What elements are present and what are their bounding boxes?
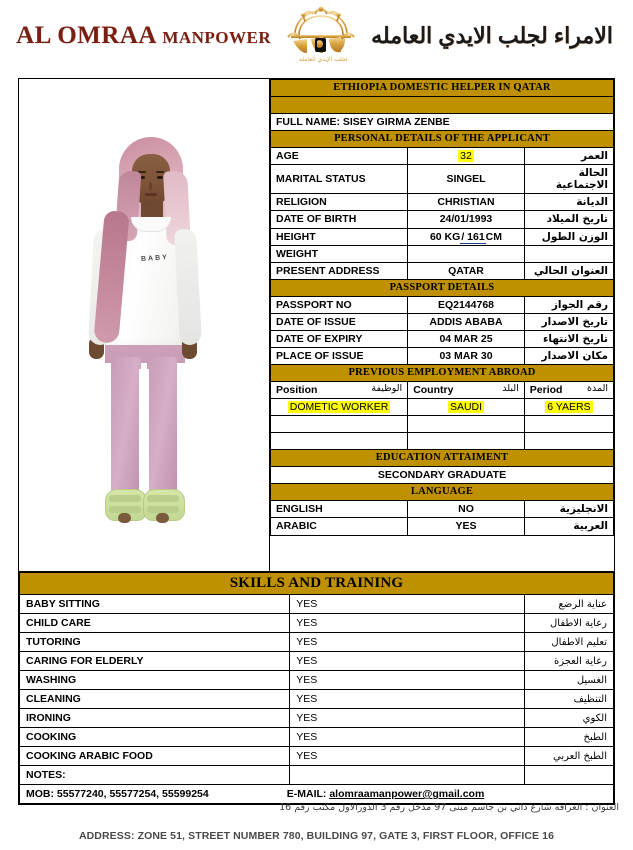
skill-arabic: عناية الرضع [524, 595, 613, 614]
language-heading-row [271, 484, 614, 501]
personal-details-heading: PERSONAL DETAILS OF THE APPLICANT [271, 131, 614, 148]
row-value [408, 228, 525, 245]
employment-position-highlight: DOMETIC WORKER [289, 401, 389, 414]
leg-right [147, 357, 177, 497]
eyebrow-right [156, 171, 164, 173]
nose-shape [149, 182, 152, 190]
employment-country-highlight: SAUDI [449, 401, 483, 414]
employment-period [524, 399, 613, 416]
row-value: 04 MAR 25 [408, 330, 525, 347]
row-arabic: الوزن الطول [524, 228, 613, 245]
skill-arabic: الطبخ [524, 728, 613, 747]
table-row [20, 747, 614, 766]
skill-value: YES [290, 652, 525, 671]
table-row [20, 652, 614, 671]
band-spacer [271, 97, 614, 114]
employment-country [408, 416, 525, 433]
table-row-height [271, 228, 614, 245]
contact-cell [20, 785, 614, 804]
employment-columns-row [271, 382, 614, 399]
employment-period-highlight: 6 YAERS [547, 401, 591, 414]
email-block [287, 788, 485, 800]
skill-label: COOKING ARABIC FOOD [20, 747, 290, 766]
sandal-strap-left-upper [109, 495, 141, 502]
svg-text:لجلب الإيدي العامله: لجلب الإيدي العامله [299, 56, 348, 63]
footer [0, 802, 633, 842]
table-row-present-address [271, 262, 614, 279]
notes-value [290, 766, 525, 785]
row-label: PASSPORT NO [271, 296, 408, 313]
employment-country [408, 433, 525, 450]
sandal-strap-right-upper [147, 495, 179, 502]
table-row [20, 728, 614, 747]
height-value-underlined: / 161 [461, 230, 485, 243]
table-row-passport-no [271, 296, 614, 313]
footer-address-arabic: العنوان : الغرافه شارع ذاني بن جاسم مبنى 97 مدخل رقم 3 الدورالاول مكتب رقم 16 [279, 802, 619, 813]
notes-label: NOTES: [20, 766, 290, 785]
skill-label: CHILD CARE [20, 614, 290, 633]
table-row-date-issue [271, 313, 614, 330]
row-label: DATE OF ISSUE [271, 313, 408, 330]
footer-address-english: ADDRESS: ZONE 51, STREET NUMBER 780, BUILDING 97, GATE 3, FIRST FLOOR, OFFICE 16 [78, 830, 555, 842]
education-heading-row [271, 450, 614, 467]
education-value-row [271, 467, 614, 484]
skill-value: YES [290, 633, 525, 652]
table-row-place-issue [271, 347, 614, 364]
skill-arabic: رعاية الاطفال [524, 614, 613, 633]
mobile-numbers: MOB: 55577240, 55577254, 55599254 [26, 788, 209, 800]
table-row-employment-2 [271, 416, 614, 433]
employment-position [271, 416, 408, 433]
row-label: MARITAL STATUS [271, 165, 408, 194]
row-label: PRESENT ADDRESS [271, 262, 408, 279]
table-row-english [271, 501, 614, 518]
table-row-notes [20, 766, 614, 785]
company-name-arabic: الامراء لجلب الايدي العامله [371, 23, 613, 48]
row-arabic: الحالة الاجتماعية [524, 165, 613, 194]
table-row-marital [271, 165, 614, 194]
employment-position [271, 433, 408, 450]
row-arabic [524, 245, 613, 262]
full-name-row [271, 114, 614, 131]
table-row-employment-3 [271, 433, 614, 450]
title-band-row [271, 80, 614, 97]
employment-position [271, 399, 408, 416]
row-label: WEIGHT [271, 245, 408, 262]
skills-section [19, 571, 614, 804]
skill-arabic: تعليم الاطفال [524, 633, 613, 652]
col-label-en: Period [529, 384, 563, 397]
passport-details-heading: PASSPORT DETAILS [271, 279, 614, 296]
row-value [408, 245, 525, 262]
employment-col-period [524, 382, 613, 399]
notes-arabic [524, 766, 613, 785]
sandal-strap-left-lower [109, 506, 141, 513]
company-name-sub: MANPOWER [162, 28, 272, 47]
full-name: FULL NAME: SISEY GIRMA ZENBE [271, 114, 614, 131]
table-row-dob [271, 211, 614, 228]
row-value: SINGEL [408, 165, 525, 194]
company-name-english [16, 22, 271, 50]
row-arabic: الديانة [524, 194, 613, 211]
employment-period [524, 416, 613, 433]
table-row-employment-1 [271, 399, 614, 416]
toes-left [118, 513, 131, 523]
applicant-photo [19, 79, 269, 571]
crown-calligraphy-logo-icon [275, 5, 367, 67]
skill-label: CARING FOR ELDERLY [20, 652, 290, 671]
email-address[interactable]: alomraamanpower@gmail.com [329, 788, 485, 800]
skills-table [19, 572, 614, 804]
skill-label: IRONING [20, 709, 290, 728]
col-label-ar: البلد [502, 383, 519, 395]
row-value [408, 148, 525, 165]
employment-col-country [408, 382, 525, 399]
details-table [270, 79, 614, 536]
table-row-age [271, 148, 614, 165]
row-value: NO [408, 501, 525, 518]
col-label-ar: المدة [587, 383, 608, 395]
skill-value: YES [290, 671, 525, 690]
table-row-date-expiry [271, 330, 614, 347]
skill-value: YES [290, 614, 525, 633]
band-spacer-row [271, 97, 614, 114]
table-row [20, 595, 614, 614]
skill-arabic: الكوي [524, 709, 613, 728]
skill-arabic: رعاية العجزة [524, 652, 613, 671]
row-label: ENGLISH [271, 501, 408, 518]
info-column [270, 79, 614, 571]
skill-arabic: الغسيل [524, 671, 613, 690]
leg-left [111, 357, 141, 497]
employment-country [408, 399, 525, 416]
row-value: EQ2144768 [408, 296, 525, 313]
skill-label: TUTORING [20, 633, 290, 652]
photo-column [19, 79, 270, 571]
row-value: QATAR [408, 262, 525, 279]
eye-right [157, 176, 163, 179]
row-label: DATE OF EXPIRY [271, 330, 408, 347]
table-row [20, 633, 614, 652]
row-value: YES [408, 518, 525, 535]
row-arabic: تاريخ الاصدار [524, 313, 613, 330]
table-row [20, 690, 614, 709]
company-name-main: AL OMRAA [16, 22, 156, 49]
row-value: CHRISTIAN [408, 194, 525, 211]
row-label: DATE OF BIRTH [271, 211, 408, 228]
skill-label: CLEANING [20, 690, 290, 709]
sandal-strap-right-lower [147, 506, 179, 513]
row-label: RELIGION [271, 194, 408, 211]
table-row [20, 614, 614, 633]
contact-row [20, 785, 614, 804]
table-row [20, 671, 614, 690]
row-arabic: رقم الجواز [524, 296, 613, 313]
row-label: PLACE OF ISSUE [271, 347, 408, 364]
col-label-en: Country [413, 384, 454, 397]
arm-right [174, 229, 202, 346]
row-value: 24/01/1993 [408, 211, 525, 228]
row-arabic: مكان الاصدار [524, 347, 613, 364]
table-row-arabic [271, 518, 614, 535]
age-highlight: 32 [460, 150, 472, 163]
skill-value: YES [290, 728, 525, 747]
table-row-religion [271, 194, 614, 211]
col-label-ar: الوظيفة [371, 383, 403, 395]
table-row-weight [271, 245, 614, 262]
skill-value: YES [290, 595, 525, 614]
row-value: 03 MAR 30 [408, 347, 525, 364]
employment-col-position [271, 382, 408, 399]
leg-gap [139, 369, 149, 495]
shirt-text: BABY [140, 254, 170, 263]
skill-label: COOKING [20, 728, 290, 747]
row-arabic: العنوان الحالي [524, 262, 613, 279]
title-band: ETHIOPIA DOMESTIC HELPER IN QATAR [271, 80, 614, 97]
row-arabic: الانجليزية [524, 501, 613, 518]
passport-heading-row [271, 279, 614, 296]
toes-right [156, 513, 169, 523]
cv-frame [18, 78, 615, 805]
letterhead [0, 0, 633, 72]
employment-period [524, 433, 613, 450]
row-value: ADDIS ABABA [408, 313, 525, 330]
skill-value: YES [290, 709, 525, 728]
skills-heading-row [20, 573, 614, 595]
row-label: HEIGHT [271, 228, 408, 245]
row-arabic: تاريخ الانتهاء [524, 330, 613, 347]
row-label: AGE [271, 148, 408, 165]
height-weight-part: 60 KG [429, 230, 461, 243]
row-label: ARABIC [271, 518, 408, 535]
skill-arabic: الطبخ العربي [524, 747, 613, 766]
employment-heading: PREVIOUS EMPLOYMENT ABROAD [271, 365, 614, 382]
education-heading: EDUCATION ATTAIMENT [271, 450, 614, 467]
language-heading: LANGUAGE [271, 484, 614, 501]
mouth-shape [145, 193, 157, 196]
row-arabic: العمر [524, 148, 613, 165]
skill-label: BABY SITTING [20, 595, 290, 614]
email-label: E-MAIL: [286, 788, 327, 800]
education-value: SECONDARY GRADUATE [271, 467, 614, 484]
col-label-en: Position [276, 384, 318, 397]
table-row [20, 709, 614, 728]
upper-section [19, 79, 614, 571]
row-arabic: تاريخ الميلاد [524, 211, 613, 228]
employment-heading-row [271, 365, 614, 382]
row-arabic: العربية [524, 518, 613, 535]
skill-label: WASHING [20, 671, 290, 690]
skills-heading: SKILLS AND TRAINING [20, 573, 614, 595]
height-unit-part: CM [485, 230, 503, 243]
personal-heading-row [271, 131, 614, 148]
skill-value: YES [290, 747, 525, 766]
skill-value: YES [290, 690, 525, 709]
skill-arabic: التنظيف [524, 690, 613, 709]
